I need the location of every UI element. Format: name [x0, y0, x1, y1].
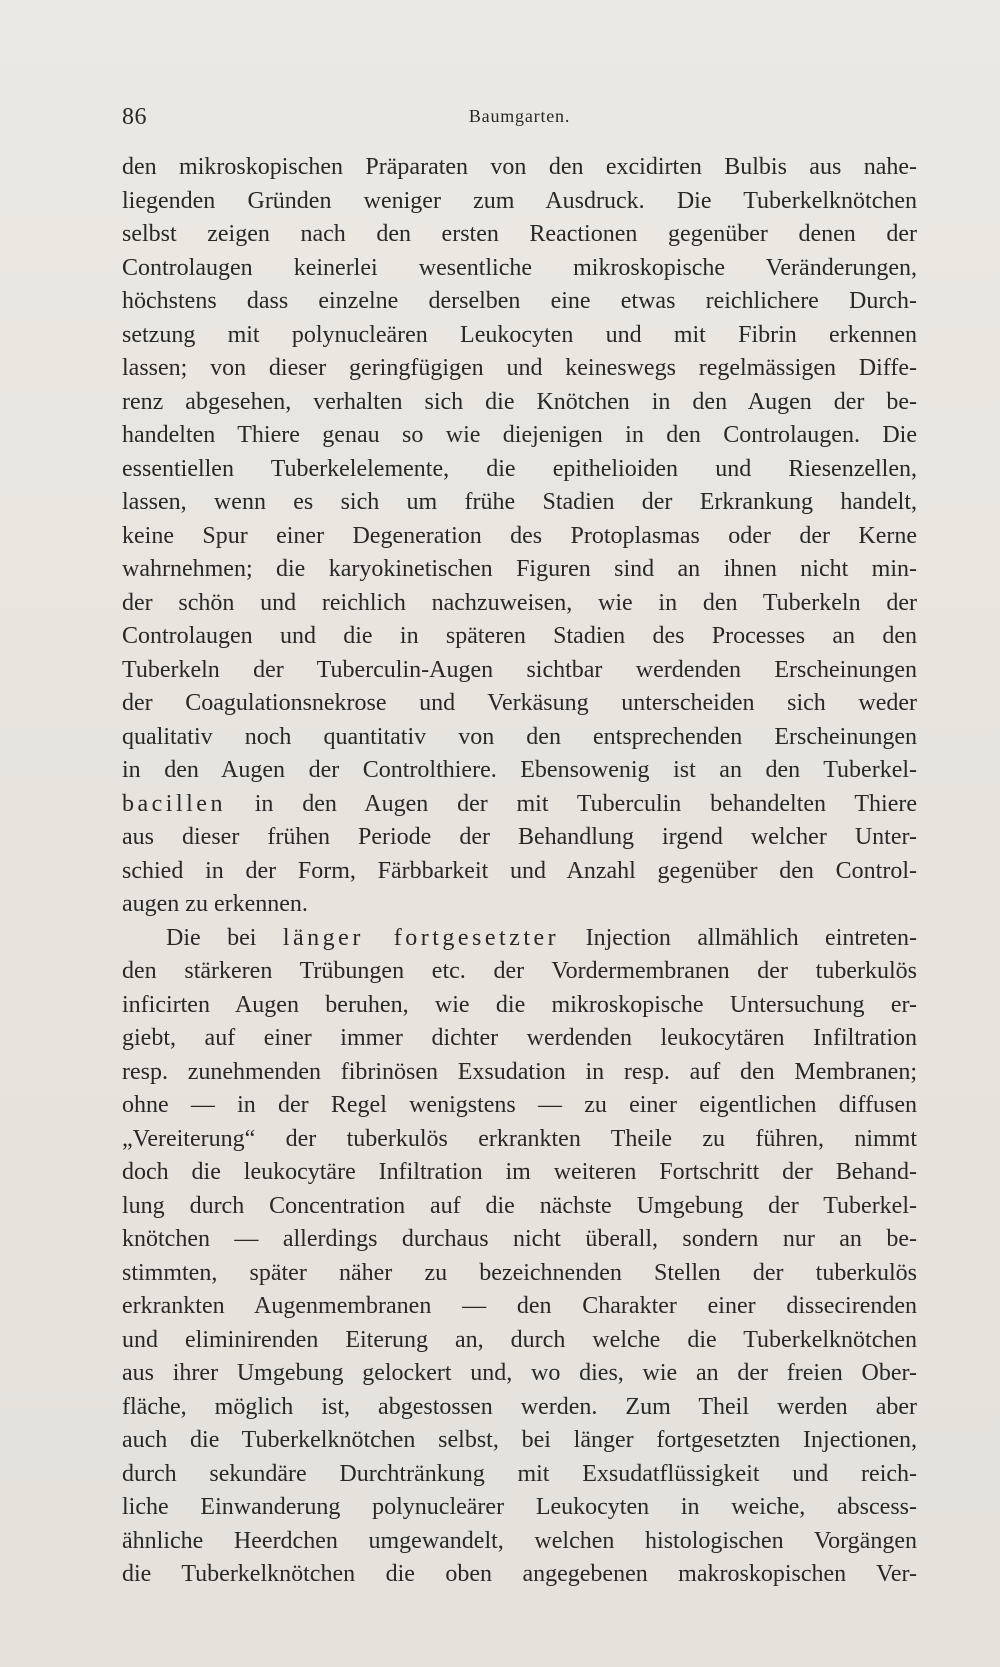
- text-line: die Tuberkelknötchen die oben angegebenen makroskopischen Ver-: [122, 1561, 917, 1587]
- text-line: fläche, möglich ist, abgestossen werden. Zum Theil werden aber: [122, 1393, 917, 1420]
- text-line: Controlaugen keinerlei wesentliche mikroskopische Veränderungen,: [122, 254, 917, 281]
- text-line: „Vereiterung“ der tuberkulös erkrankten Theile zu führen, nimmt: [122, 1125, 917, 1152]
- text-line: höchstens dass einzelne derselben eine etwas reichlichere Durch-: [122, 288, 917, 314]
- running-title: Baumgarten.: [468, 106, 571, 126]
- text-line: den mikroskopischen Präparaten von den excidirten Bulbis aus nahe-: [122, 154, 917, 180]
- text-line: Tuberkeln der Tuberculin-Augen sichtbar werdenden Erscheinungen: [122, 656, 917, 683]
- spaced-emphasis: länger fortgesetzter: [282, 924, 560, 951]
- text-line: und eliminirenden Eiterung an, durch welche die Tuberkelknötchen: [122, 1326, 917, 1353]
- text-line: keine Spur einer Degeneration des Protoplasmas oder der Kerne: [122, 522, 917, 549]
- text-line: qualitativ noch quantitativ von den entsprechenden Erscheinungen: [122, 723, 917, 750]
- text-line: lassen; von dieser geringfügigen und keineswegs regelmässigen Diffe-: [122, 355, 917, 381]
- text-line: den stärkeren Trübungen etc. der Vordermembranen der tuberkulös: [122, 958, 917, 984]
- text-line: aus dieser frühen Periode der Behandlung irgend welcher Unter-: [122, 824, 917, 850]
- text-segment: in den Augen der mit Tuberculin behandelten Thiere: [254, 790, 917, 817]
- text-line: renz abgesehen, verhalten sich die Knötchen in den Augen der be-: [122, 388, 917, 415]
- text-line: setzung mit polynucleären Leukocyten und mit Fibrin erkennen: [122, 321, 917, 348]
- text-line: ähnliche Heerdchen umgewandelt, welchen histologischen Vorgängen: [122, 1527, 917, 1554]
- text-line: durch sekundäre Durchtränkung mit Exsudatflüssigkeit und reich-: [122, 1460, 917, 1487]
- running-head: [122, 100, 917, 140]
- text-line: schied in der Form, Färbbarkeit und Anzahl gegenüber den Control-: [122, 857, 917, 884]
- text-line: aus ihrer Umgebung gelockert und, wo dies, wie an der freien Ober-: [122, 1360, 917, 1386]
- text-line: in den Augen der Controlthiere. Ebensowenig ist an den Tuberkel-: [122, 757, 917, 783]
- text-line: lassen, wenn es sich um frühe Stadien der Erkrankung handelt,: [122, 489, 917, 515]
- text-line: erkrankten Augenmembranen — den Charakter einer dissecirenden: [122, 1293, 917, 1319]
- text-line: knötchen — allerdings durchaus nicht überall, sondern nur an be-: [122, 1226, 917, 1252]
- text-segment: Die bei: [166, 924, 257, 951]
- text-line: inficirten Augen beruhen, wie die mikroskopische Untersuchung er-: [122, 991, 917, 1018]
- text-line: Controlaugen und die in späteren Stadien des Processes an den: [122, 623, 917, 649]
- text-line: selbst zeigen nach den ersten Reactionen gegenüber denen der: [122, 221, 917, 247]
- text-line: lung durch Concentration auf die nächste Umgebung der Tuberkel-: [122, 1192, 917, 1219]
- text-line: der Coagulationsnekrose und Verkäsung unterscheiden sich weder: [122, 690, 917, 716]
- paragraph-end-line: augen zu erkennen.: [122, 891, 308, 917]
- text-line-spaced: [122, 788, 917, 822]
- text-line: giebt, auf einer immer dichter werdenden leukocytären Infiltration: [122, 1025, 917, 1051]
- text-line: der schön und reichlich nachzuweisen, wie in den Tuberkeln der: [122, 589, 917, 616]
- text-line: doch die leukocytäre Infiltration im weiteren Fortschritt der Behand-: [122, 1159, 917, 1185]
- text-line: ohne — in der Regel wenigstens — zu einer eigentlichen diffusen: [122, 1092, 917, 1118]
- text-line: liegenden Gründen weniger zum Ausdruck. Die Tuberkelknötchen: [122, 187, 917, 214]
- paragraph-start-line: [122, 922, 917, 956]
- text-line: handelten Thiere genau so wie diejenigen in den Controlaugen. Die: [122, 422, 917, 448]
- text-line: auch die Tuberkelknötchen selbst, bei länger fortgesetzten Injectionen,: [122, 1427, 917, 1453]
- text-line: wahrnehmen; die karyokinetischen Figuren sind an ihnen nicht min-: [122, 556, 917, 582]
- spaced-emphasis: bacillen: [122, 790, 226, 817]
- page-number: 86: [122, 104, 147, 130]
- text-line: stimmten, später näher zu bezeichnenden Stellen der tuberkulös: [122, 1259, 917, 1286]
- text-line: essentiellen Tuberkelelemente, die epithelioiden und Riesenzellen,: [122, 455, 917, 482]
- text-line: liche Einwanderung polynucleärer Leukocyten in weiche, abscess-: [122, 1494, 917, 1520]
- text-line: resp. zunehmenden fibrinösen Exsudation in resp. auf den Membranen;: [122, 1058, 917, 1085]
- text-segment: Injection allmählich eintreten-: [585, 924, 917, 951]
- body-text: [122, 151, 917, 1592]
